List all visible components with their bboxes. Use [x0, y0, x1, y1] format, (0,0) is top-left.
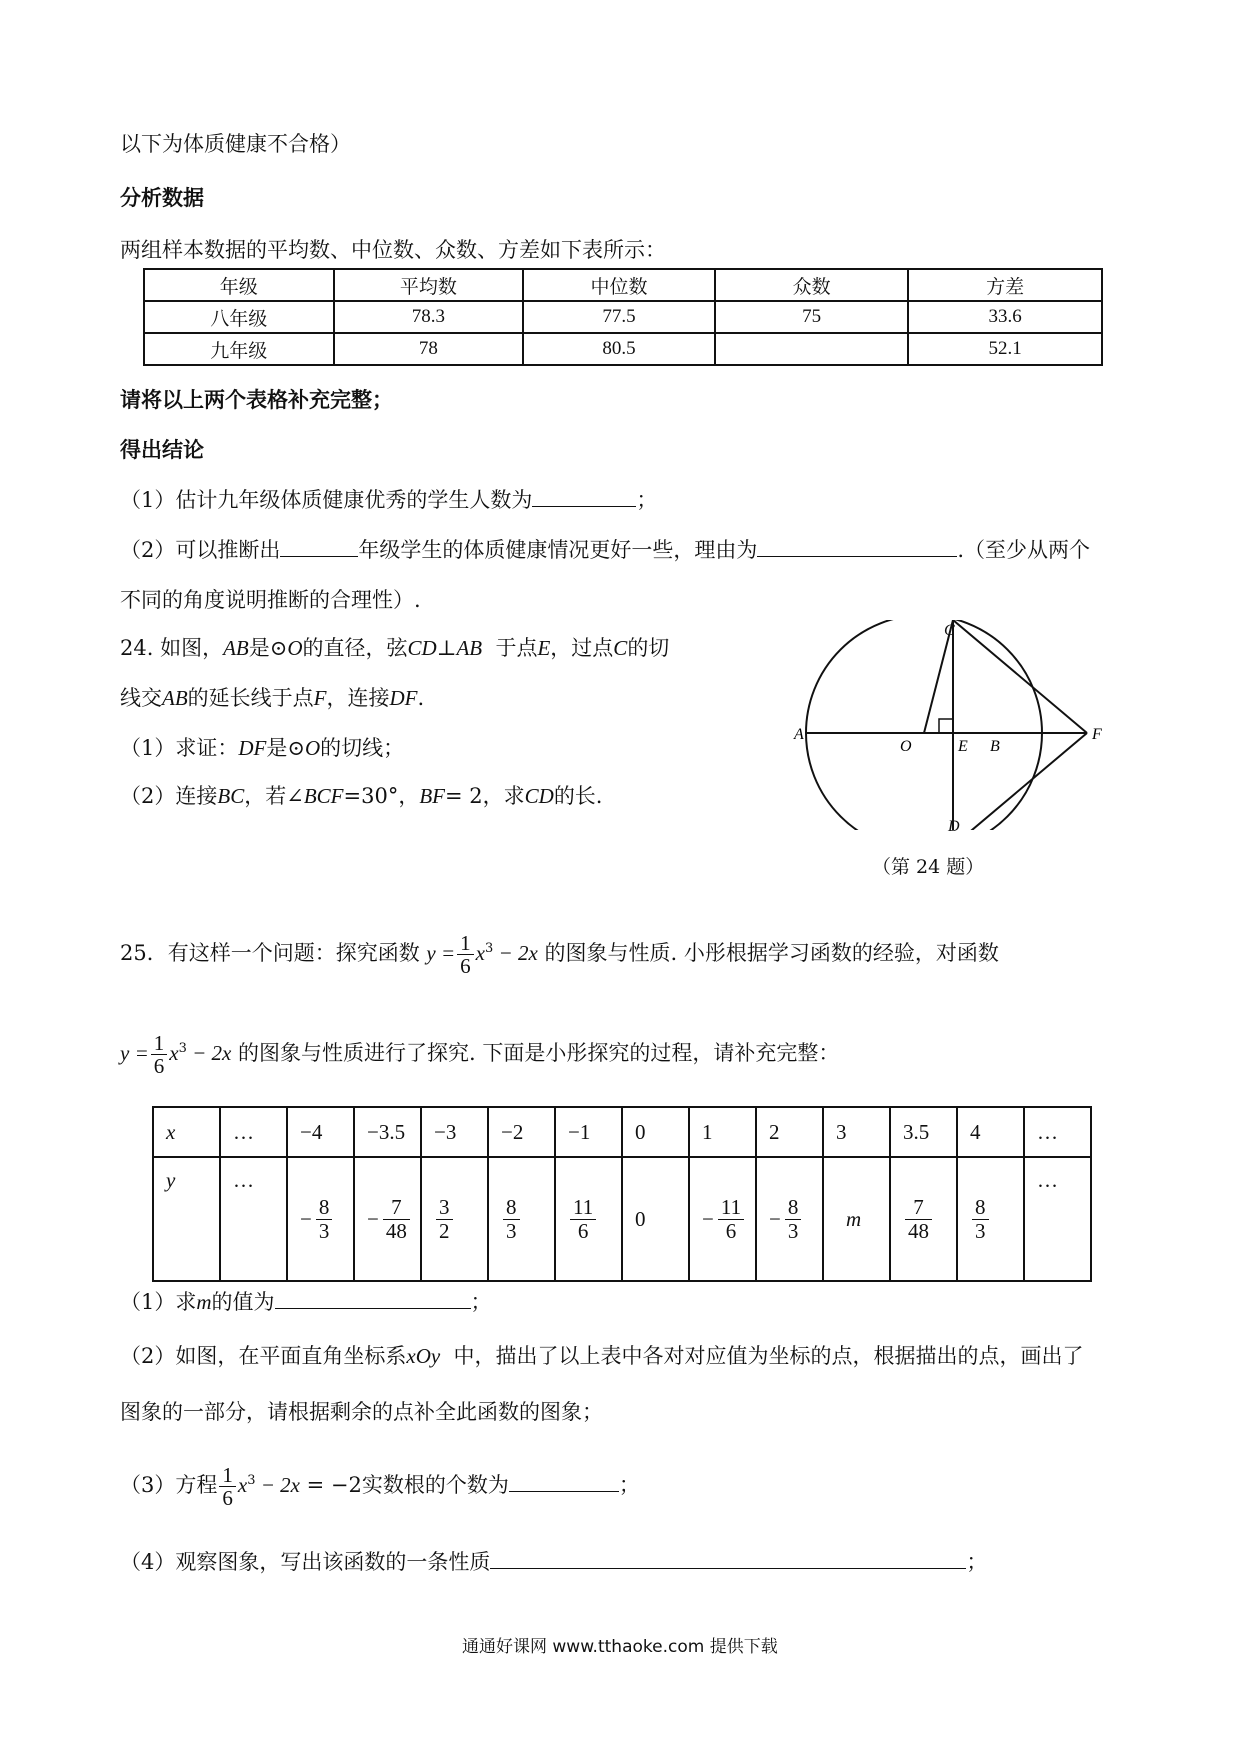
- table-cell: −2: [488, 1107, 555, 1157]
- conclusion-2-text: （2）可以推断出: [120, 538, 281, 562]
- sign: −: [300, 1206, 312, 1231]
- punct: ；: [966, 1550, 988, 1574]
- numerator: 11: [570, 1196, 596, 1219]
- table-cell: 九年级: [144, 333, 334, 365]
- math-var: x: [169, 1041, 179, 1066]
- math-var: x: [475, 941, 485, 966]
- table-cell: −1: [555, 1107, 622, 1157]
- math-var: − 2x: [186, 1041, 232, 1066]
- table-cell: 33.6: [908, 301, 1102, 333]
- denominator: 3: [318, 1218, 330, 1243]
- table-cell: 3: [823, 1107, 890, 1157]
- math-var: − 2x: [255, 1473, 300, 1498]
- table-header-cell: 年级: [144, 269, 334, 301]
- numerator: 1: [457, 932, 474, 955]
- q24-text: =30°，: [343, 784, 420, 808]
- math-var: O: [287, 636, 303, 660]
- numerator: 3: [436, 1196, 453, 1219]
- math-var: E: [537, 636, 551, 660]
- math-var: x: [237, 1473, 248, 1498]
- q25-text: = −2: [299, 1473, 362, 1498]
- denominator: 3: [506, 1218, 517, 1243]
- table-cell: 3.5: [890, 1107, 957, 1157]
- q24-text: .: [417, 686, 425, 710]
- table-row: [144, 269, 1102, 301]
- label-f: F: [1092, 726, 1102, 743]
- math-var: C: [613, 636, 628, 660]
- q24-part2: [120, 780, 603, 810]
- tangent-cf: [953, 620, 1087, 733]
- function-value-table: [152, 1106, 1092, 1282]
- table-cell: [715, 333, 908, 365]
- denominator: 6: [153, 1054, 165, 1079]
- q24-text: 的直径，弦: [302, 636, 408, 660]
- table-cell: 80.5: [523, 333, 715, 365]
- table-cell: [689, 1157, 756, 1281]
- q25-part2: [120, 1340, 1084, 1370]
- circle-o: [806, 620, 1042, 830]
- denominator: 6: [222, 1486, 233, 1511]
- math-var: − 2x: [493, 941, 538, 966]
- table-cell: 52.1: [908, 333, 1102, 365]
- q25-text: 的值为: [211, 1290, 275, 1314]
- table-cell: 75: [715, 301, 908, 333]
- table-cell: 1: [689, 1107, 756, 1157]
- table-cell: …: [1024, 1157, 1091, 1281]
- table-cell: 0: [622, 1107, 689, 1157]
- section-conclusion-heading: 得出结论: [120, 438, 204, 462]
- table-cell: 0: [622, 1157, 689, 1281]
- q24-text: ，过点: [550, 636, 614, 660]
- punct: ；: [636, 488, 658, 512]
- table-cell: −3: [421, 1107, 488, 1157]
- math-var: CD: [407, 636, 437, 660]
- q24-text: 是⊙: [266, 736, 305, 760]
- exponent: 3: [178, 1041, 187, 1057]
- table-row: [144, 301, 1102, 333]
- math-var: y =: [120, 1041, 149, 1066]
- conclusion-2: [120, 534, 1090, 564]
- numerator: 7: [383, 1196, 410, 1219]
- q24-text: 是⊙: [248, 636, 288, 660]
- q24-text: ，若∠: [244, 784, 304, 808]
- table-cell: [488, 1157, 555, 1281]
- q24-text: 24. 如图，: [120, 636, 224, 660]
- math-var: O: [304, 736, 321, 760]
- math-var: xOy: [406, 1344, 441, 1368]
- table-cell: …: [220, 1157, 287, 1281]
- conclusion-2-text: 年级学生的体质健康情况更好一些，理由为: [358, 538, 758, 562]
- q24-line2: [120, 682, 424, 712]
- q25-text: （3）方程: [120, 1473, 218, 1498]
- q24-text: 的切: [627, 636, 670, 660]
- denominator: 48: [908, 1218, 929, 1243]
- table-row-x: [153, 1107, 1091, 1157]
- fraction-one-sixth: [219, 1464, 236, 1509]
- table-cell: [890, 1157, 957, 1281]
- table-cell: [421, 1157, 488, 1281]
- numerator: 1: [151, 1032, 168, 1055]
- math-var: m: [196, 1290, 212, 1314]
- sign: −: [702, 1206, 714, 1231]
- math-var: AB: [456, 636, 483, 660]
- right-angle-mark: [939, 719, 953, 733]
- denominator: 6: [460, 954, 471, 979]
- q24-text: 于点: [495, 636, 538, 660]
- table-cell: [555, 1157, 622, 1281]
- q25-text: 实数根的个数为: [361, 1473, 509, 1498]
- fraction: [570, 1196, 596, 1241]
- q25-line2: [120, 1032, 839, 1077]
- math-var: F: [313, 686, 327, 710]
- q25-text: （4）观察图象，写出该函数的一条性质: [120, 1550, 491, 1574]
- label-b: B: [990, 738, 1000, 755]
- table-cell: 78.3: [334, 301, 524, 333]
- table-cell: m: [823, 1157, 890, 1281]
- q25-part3: [120, 1464, 640, 1509]
- table-header-cell: 方差: [908, 269, 1102, 301]
- answer-blank[interactable]: [275, 1288, 471, 1309]
- answer-blank[interactable]: [532, 486, 636, 507]
- table-cell: [756, 1157, 823, 1281]
- answer-blank[interactable]: [490, 1548, 966, 1569]
- fraction: [503, 1196, 520, 1241]
- table-cell: [287, 1157, 354, 1281]
- table-cell: [354, 1157, 421, 1281]
- fraction: [316, 1196, 333, 1241]
- figure-caption: （第 24 题）: [872, 856, 985, 878]
- table-cell: …: [1024, 1107, 1091, 1157]
- math-var: BF: [419, 784, 445, 808]
- table-row-y: [153, 1157, 1091, 1281]
- table-cell: y: [153, 1157, 220, 1281]
- denominator: 6: [577, 1218, 589, 1243]
- math-var: DF: [238, 736, 267, 760]
- q25-text: 25．有这样一个问题：探究函数: [120, 941, 420, 966]
- conclusion-1-text: （1）估计九年级体质健康优秀的学生人数为: [120, 488, 533, 512]
- stats-table: [143, 268, 1103, 366]
- q24-text: （2）连接: [120, 784, 218, 808]
- denominator: 3: [787, 1218, 799, 1243]
- label-e: E: [958, 738, 968, 755]
- footer-watermark: 通通好课网 www.tthaoke.com 提供下载: [462, 1637, 778, 1657]
- denominator: 48: [385, 1218, 407, 1243]
- answer-blank[interactable]: [509, 1471, 619, 1492]
- q25-part4: [120, 1546, 987, 1576]
- conclusion-2-text: .（至少从两个: [957, 538, 1091, 562]
- numerator: 8: [972, 1196, 989, 1219]
- punct: ；: [470, 1290, 492, 1314]
- answer-blank[interactable]: [757, 536, 957, 557]
- fraction: [718, 1196, 744, 1241]
- table-cell: −4: [287, 1107, 354, 1157]
- q24-text: 的切线；: [320, 736, 405, 760]
- section-analysis-heading: 分析数据: [120, 186, 204, 210]
- q24-text: 线交: [120, 686, 162, 710]
- q24-text: 的长.: [553, 784, 603, 808]
- table-header-cell: 中位数: [523, 269, 715, 301]
- table-cell: 八年级: [144, 301, 334, 333]
- fraction: [436, 1196, 453, 1241]
- sign: −: [769, 1206, 781, 1231]
- q25-part1: [120, 1286, 492, 1316]
- punct: ；: [618, 1473, 640, 1498]
- label-c: C: [944, 622, 955, 639]
- q24-circle-figure: [790, 620, 1110, 830]
- fraction: [905, 1196, 932, 1241]
- q24-part1: [120, 732, 404, 762]
- fraction: [972, 1196, 989, 1241]
- segment-df: [953, 733, 1087, 830]
- table-header-cell: 众数: [715, 269, 908, 301]
- table-cell: 77.5: [523, 301, 715, 333]
- q24-line1: [120, 632, 669, 662]
- numerator: 11: [718, 1196, 744, 1219]
- fraction: [383, 1196, 410, 1241]
- label-a: A: [794, 726, 804, 743]
- q25-part2-line2: 图象的一部分，请根据剩余的点补全此函数的图象；: [120, 1400, 603, 1424]
- math-var: BC: [217, 784, 245, 808]
- table-header-cell: 平均数: [334, 269, 524, 301]
- math-var: BCF: [303, 784, 344, 808]
- table-cell: …: [220, 1107, 287, 1157]
- fraction-one-sixth: [457, 932, 474, 977]
- denominator: 3: [975, 1218, 986, 1243]
- table-cell: 78: [334, 333, 524, 365]
- perp-symbol: ⊥: [436, 636, 457, 660]
- conclusion-2-line2: 不同的角度说明推断的合理性）.: [120, 588, 421, 612]
- table-cell: [957, 1157, 1024, 1281]
- table-cell: −3.5: [354, 1107, 421, 1157]
- numerator: 1: [219, 1464, 236, 1487]
- table-cell: x: [153, 1107, 220, 1157]
- q25-text: 的图象与性质. 小彤根据学习函数的经验，对函数: [544, 941, 999, 966]
- q25-text: （2）如图，在平面直角坐标系: [120, 1344, 407, 1368]
- q25-line1: [120, 932, 999, 977]
- label-o: O: [900, 738, 912, 755]
- math-var: DF: [389, 686, 418, 710]
- q24-text: 的延长线于点: [187, 686, 314, 710]
- numerator: 8: [785, 1196, 802, 1219]
- exponent: 3: [247, 1473, 256, 1489]
- math-var: AB: [223, 636, 249, 660]
- numerator: 7: [905, 1196, 932, 1219]
- fraction: [785, 1196, 802, 1241]
- sign: −: [367, 1206, 379, 1231]
- table-row: [144, 333, 1102, 365]
- q24-text: ，求: [482, 784, 525, 808]
- numerator: 8: [316, 1196, 333, 1219]
- denominator: 6: [725, 1218, 737, 1243]
- math-var: y =: [426, 941, 456, 966]
- math-var: AB: [162, 686, 188, 710]
- q24-text: ，连接: [326, 686, 390, 710]
- q24-text: （1）求证：: [120, 736, 239, 760]
- q24-text: = 2: [444, 784, 483, 808]
- exponent: 3: [485, 941, 494, 957]
- fraction-one-sixth: [151, 1032, 168, 1077]
- denominator: 2: [439, 1218, 450, 1243]
- answer-blank[interactable]: [280, 536, 358, 557]
- intro-tail: 以下为体质健康不合格）: [120, 132, 351, 156]
- q25-text: 中，描出了以上表中各对对应值为坐标的点，根据描出的点，画出了: [453, 1344, 1084, 1368]
- fill-instruction: 请将以上两个表格补充完整；: [120, 388, 393, 412]
- table1-intro: 两组样本数据的平均数、中位数、众数、方差如下表所示：: [120, 238, 666, 262]
- math-var: CD: [524, 784, 554, 808]
- q25-text: 的图象与性质进行了探究. 下面是小彤探究的过程，请补充完整：: [238, 1041, 840, 1066]
- q25-text: （1）求: [120, 1290, 197, 1314]
- conclusion-1: [120, 484, 657, 514]
- table-cell: 2: [756, 1107, 823, 1157]
- table-cell: 4: [957, 1107, 1024, 1157]
- label-d: D: [948, 818, 960, 835]
- numerator: 8: [503, 1196, 520, 1219]
